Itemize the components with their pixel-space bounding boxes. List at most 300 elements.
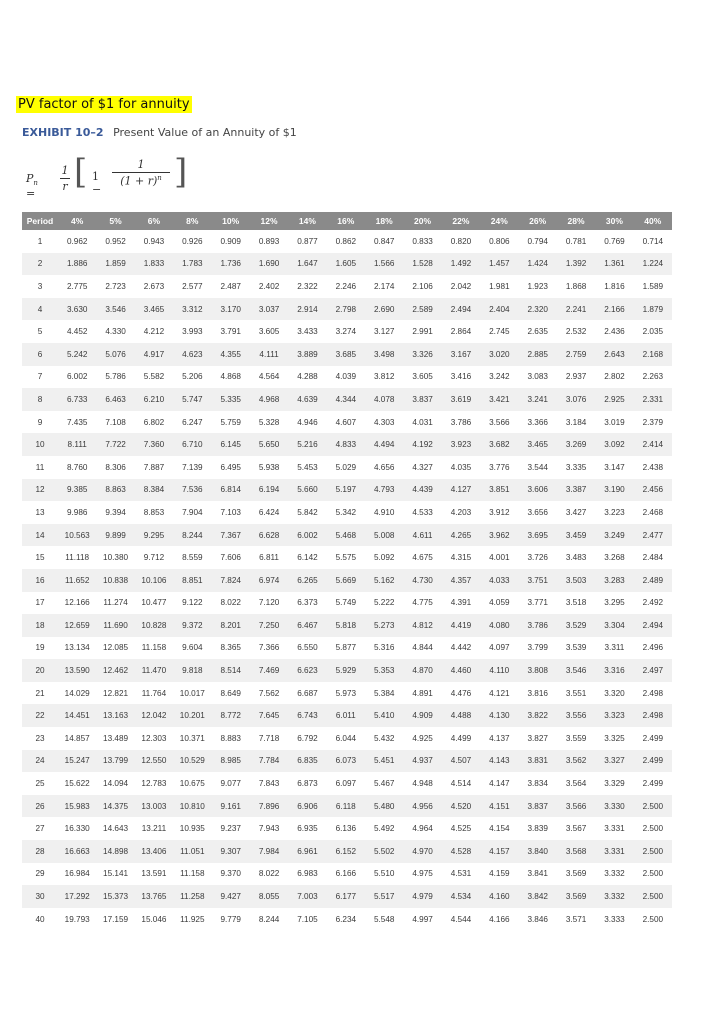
factor-cell: 15.247 bbox=[58, 750, 96, 773]
factor-cell: 3.433 bbox=[297, 327, 318, 337]
factor-cell: 16.663 bbox=[58, 840, 96, 863]
factor-cell: 0.769 bbox=[604, 236, 625, 246]
factor-cell: 3.808 bbox=[519, 659, 557, 682]
factor-cell: 3.326 bbox=[403, 343, 441, 366]
factor-cell: 2.496 bbox=[642, 643, 664, 653]
factor-cell: 3.190 bbox=[595, 479, 633, 502]
factor-cell: 3.559 bbox=[565, 733, 587, 743]
factor-cell: 2.042 bbox=[450, 281, 472, 291]
factor-cell: 3.019 bbox=[604, 417, 625, 427]
factor-cell: 2.456 bbox=[634, 479, 672, 502]
formula-left-bracket: [ bbox=[74, 152, 88, 192]
factor-cell: 13.590 bbox=[58, 659, 96, 682]
factor-cell: 10.838 bbox=[96, 569, 134, 592]
factor-cell: 1.361 bbox=[595, 253, 633, 276]
period-cell: 1 bbox=[37, 236, 43, 246]
factor-cell: 4.656 bbox=[373, 462, 395, 472]
factor-cell: 2.498 bbox=[634, 704, 672, 727]
factor-cell: 6.044 bbox=[335, 733, 357, 743]
factor-cell: 5.582 bbox=[143, 372, 165, 382]
factor-cell: 4.442 bbox=[450, 643, 472, 653]
factor-cell: 0.714 bbox=[642, 236, 664, 246]
factor-cell: 2.404 bbox=[480, 298, 518, 321]
factor-cell: 6.710 bbox=[173, 433, 211, 456]
factor-cell: 3.268 bbox=[604, 553, 625, 563]
factor-cell: 8.306 bbox=[105, 462, 126, 472]
factor-cell: 6.136 bbox=[335, 824, 357, 834]
factor-cell: 4.812 bbox=[403, 614, 441, 637]
formula-minus: 1 − bbox=[92, 170, 102, 196]
factor-cell: 7.896 bbox=[250, 795, 288, 818]
factor-cell: 4.080 bbox=[480, 614, 518, 637]
factor-cell: 3.083 bbox=[527, 372, 548, 382]
column-header-rate: 18% bbox=[365, 212, 403, 230]
factor-cell: 5.384 bbox=[373, 688, 395, 698]
factor-cell: 2.577 bbox=[182, 281, 203, 291]
factor-cell: 4.033 bbox=[480, 569, 518, 592]
factor-cell: 9.161 bbox=[212, 795, 250, 818]
factor-cell: 4.127 bbox=[442, 479, 480, 502]
factor-cell: 2.499 bbox=[642, 779, 664, 789]
factor-cell: 2.532 bbox=[565, 327, 587, 337]
factor-cell: 7.360 bbox=[135, 433, 173, 456]
column-header-rate: 6% bbox=[135, 212, 173, 230]
table-row bbox=[22, 569, 672, 592]
factor-cell: 3.837 bbox=[519, 795, 557, 818]
factor-cell: 4.917 bbox=[135, 343, 173, 366]
factor-cell: 3.569 bbox=[557, 885, 595, 908]
factor-cell: 7.984 bbox=[250, 840, 288, 863]
factor-cell: 3.020 bbox=[480, 343, 518, 366]
column-header-rate: 8% bbox=[173, 212, 211, 230]
factor-cell: 3.311 bbox=[604, 643, 625, 653]
factor-cell: 14.094 bbox=[103, 779, 129, 789]
factor-cell: 3.568 bbox=[557, 840, 595, 863]
factor-cell: 2.487 bbox=[220, 281, 241, 291]
factor-cell: 7.469 bbox=[250, 659, 288, 682]
factor-cell: 4.639 bbox=[288, 388, 326, 411]
factor-cell: 3.325 bbox=[604, 733, 625, 743]
factor-cell: 3.127 bbox=[373, 327, 395, 337]
factor-cell: 3.851 bbox=[480, 479, 518, 502]
factor-cell: 6.835 bbox=[288, 750, 326, 773]
factor-cell: 9.122 bbox=[182, 598, 203, 608]
factor-cell: 6.177 bbox=[327, 885, 365, 908]
factor-cell: 3.539 bbox=[565, 643, 587, 653]
period-cell: 24 bbox=[22, 750, 58, 773]
factor-cell: 4.494 bbox=[365, 433, 403, 456]
factor-cell: 6.495 bbox=[220, 462, 241, 472]
period-cell: 27 bbox=[35, 824, 45, 834]
factor-cell: 4.357 bbox=[442, 569, 480, 592]
factor-cell: 0.943 bbox=[143, 236, 165, 246]
factor-cell: 2.436 bbox=[604, 327, 625, 337]
factor-cell: 17.159 bbox=[103, 914, 129, 924]
factor-cell: 4.870 bbox=[403, 659, 441, 682]
table-row bbox=[22, 433, 672, 456]
factor-cell: 3.242 bbox=[489, 372, 510, 382]
factor-cell: 2.723 bbox=[105, 281, 126, 291]
table-row bbox=[22, 637, 672, 660]
document-title: PV factor of $1 for annuity bbox=[18, 97, 190, 112]
factor-cell: 3.619 bbox=[442, 388, 480, 411]
factor-cell: 5.818 bbox=[327, 614, 365, 637]
table-row bbox=[22, 863, 672, 886]
factor-cell: 4.143 bbox=[480, 750, 518, 773]
factor-cell: 6.463 bbox=[96, 388, 134, 411]
factor-cell: 3.822 bbox=[519, 704, 557, 727]
factor-cell: 4.203 bbox=[450, 507, 472, 517]
factor-cell: 8.772 bbox=[212, 704, 250, 727]
period-cell: 6 bbox=[22, 343, 58, 366]
factor-cell: 1.647 bbox=[288, 253, 326, 276]
table-row bbox=[22, 366, 672, 389]
factor-cell: 5.467 bbox=[373, 779, 395, 789]
column-header-rate: 26% bbox=[519, 212, 557, 230]
factor-cell: 2.500 bbox=[634, 840, 672, 863]
factor-cell: 8.863 bbox=[96, 479, 134, 502]
factor-cell: 8.760 bbox=[66, 462, 88, 472]
factor-cell: 9.372 bbox=[173, 614, 211, 637]
table-row bbox=[22, 727, 672, 750]
factor-cell: 3.564 bbox=[565, 779, 587, 789]
factor-cell: 11.051 bbox=[173, 840, 211, 863]
factor-cell: 3.503 bbox=[557, 569, 595, 592]
factor-cell: 2.499 bbox=[634, 750, 672, 773]
factor-cell: 3.827 bbox=[527, 733, 548, 743]
factor-cell: 1.424 bbox=[519, 253, 557, 276]
formula-lhs: $P_n$ = bbox=[26, 172, 38, 201]
factor-cell: 8.244 bbox=[258, 914, 280, 924]
factor-cell: 3.569 bbox=[565, 869, 587, 879]
factor-cell: 4.775 bbox=[412, 598, 433, 608]
factor-cell: 5.316 bbox=[373, 643, 395, 653]
factor-cell: 3.274 bbox=[335, 327, 357, 337]
table-row bbox=[22, 659, 672, 682]
factor-cell: 4.975 bbox=[412, 869, 433, 879]
formula-right-bracket: ] bbox=[174, 152, 188, 192]
column-header-rate: 12% bbox=[250, 212, 288, 230]
factor-cell: 10.675 bbox=[179, 779, 205, 789]
factor-cell: 6.142 bbox=[297, 553, 318, 563]
factor-cell: 13.591 bbox=[141, 869, 167, 879]
factor-cell: 2.673 bbox=[143, 281, 165, 291]
factor-cell: 3.465 bbox=[519, 433, 557, 456]
factor-cell: 3.606 bbox=[519, 479, 557, 502]
factor-cell: 5.759 bbox=[220, 417, 241, 427]
factor-cell: 3.551 bbox=[565, 688, 587, 698]
factor-cell: 3.304 bbox=[595, 614, 633, 637]
factor-cell: 2.500 bbox=[634, 795, 672, 818]
factor-cell: 7.645 bbox=[250, 704, 288, 727]
factor-cell: 1.690 bbox=[250, 253, 288, 276]
factor-cell: 12.462 bbox=[96, 659, 134, 682]
factor-cell: 3.751 bbox=[519, 569, 557, 592]
factor-cell: 3.147 bbox=[604, 462, 625, 472]
factor-cell: 7.943 bbox=[258, 824, 280, 834]
factor-cell: 4.110 bbox=[480, 659, 518, 682]
factor-cell: 2.498 bbox=[642, 688, 664, 698]
factor-cell: 4.970 bbox=[403, 840, 441, 863]
factor-cell: 4.564 bbox=[258, 372, 280, 382]
factor-cell: 12.042 bbox=[135, 704, 173, 727]
factor-cell: 4.909 bbox=[403, 704, 441, 727]
factor-cell: 1.392 bbox=[557, 253, 595, 276]
factor-cell: 4.833 bbox=[327, 433, 365, 456]
factor-cell: 4.344 bbox=[327, 388, 365, 411]
factor-cell: 2.499 bbox=[642, 733, 664, 743]
factor-cell: 3.831 bbox=[519, 750, 557, 773]
factor-cell: 6.194 bbox=[250, 479, 288, 502]
period-cell: 25 bbox=[35, 779, 45, 789]
factor-cell: 6.906 bbox=[288, 795, 326, 818]
factor-cell: 10.017 bbox=[179, 688, 205, 698]
factor-cell: 4.288 bbox=[297, 372, 318, 382]
factor-cell: 5.342 bbox=[335, 507, 357, 517]
factor-cell: 4.035 bbox=[450, 462, 472, 472]
column-header-rate: 24% bbox=[480, 212, 518, 230]
period-cell: 14 bbox=[22, 524, 58, 547]
factor-cell: 2.759 bbox=[557, 343, 595, 366]
period-cell: 29 bbox=[35, 869, 45, 879]
factor-cell: 5.242 bbox=[58, 343, 96, 366]
factor-cell: 6.247 bbox=[182, 417, 203, 427]
factor-cell: 10.477 bbox=[141, 598, 167, 608]
factor-cell: 2.885 bbox=[519, 343, 557, 366]
factor-cell: 5.548 bbox=[373, 914, 395, 924]
table-row bbox=[22, 501, 672, 524]
factor-cell: 5.575 bbox=[335, 553, 357, 563]
factor-cell: 8.559 bbox=[182, 553, 203, 563]
factor-cell: 10.810 bbox=[173, 795, 211, 818]
factor-cell: 9.295 bbox=[135, 524, 173, 547]
factor-cell: 4.499 bbox=[450, 733, 472, 743]
table-row bbox=[22, 750, 672, 773]
factor-cell: 3.840 bbox=[519, 840, 557, 863]
factor-cell: 0.847 bbox=[373, 236, 395, 246]
factor-cell: 4.111 bbox=[250, 343, 288, 366]
factor-cell: 4.039 bbox=[335, 372, 357, 382]
factor-cell: 8.022 bbox=[258, 869, 280, 879]
factor-cell: 5.335 bbox=[212, 388, 250, 411]
factor-cell: 13.134 bbox=[64, 643, 90, 653]
table-row bbox=[22, 275, 672, 298]
factor-cell: 8.244 bbox=[173, 524, 211, 547]
factor-cell: 2.635 bbox=[527, 327, 548, 337]
factor-cell: 11.118 bbox=[65, 553, 90, 563]
factor-cell: 5.938 bbox=[258, 462, 280, 472]
factor-cell: 5.517 bbox=[365, 885, 403, 908]
factor-cell: 5.660 bbox=[288, 479, 326, 502]
factor-cell: 2.492 bbox=[642, 598, 664, 608]
factor-cell: 3.331 bbox=[604, 824, 625, 834]
period-cell: 19 bbox=[35, 643, 45, 653]
factor-cell: 6.166 bbox=[335, 869, 357, 879]
factor-cell: 3.241 bbox=[519, 388, 557, 411]
factor-cell: 3.459 bbox=[557, 524, 595, 547]
factor-cell: 3.812 bbox=[373, 372, 395, 382]
factor-cell: 4.031 bbox=[412, 417, 433, 427]
period-cell: 7 bbox=[37, 372, 43, 382]
factor-cell: 9.779 bbox=[220, 914, 241, 924]
factor-cell: 7.435 bbox=[66, 417, 88, 427]
factor-cell: 3.327 bbox=[595, 750, 633, 773]
factor-cell: 10.529 bbox=[173, 750, 211, 773]
period-cell: 9 bbox=[37, 417, 43, 427]
factor-cell: 2.035 bbox=[642, 327, 664, 337]
factor-cell: 2.477 bbox=[634, 524, 672, 547]
column-header-rate: 40% bbox=[634, 212, 672, 230]
factor-cell: 3.283 bbox=[595, 569, 633, 592]
factor-cell: 4.391 bbox=[450, 598, 472, 608]
exhibit-title: Present Value of an Annuity of $1 bbox=[113, 126, 297, 139]
factor-cell: 3.799 bbox=[527, 643, 548, 653]
factor-cell: 3.170 bbox=[212, 298, 250, 321]
factor-cell: 15.141 bbox=[103, 869, 129, 879]
factor-cell: 6.792 bbox=[297, 733, 318, 743]
factor-cell: 9.307 bbox=[212, 840, 250, 863]
factor-cell: 12.085 bbox=[103, 643, 129, 653]
factor-cell: 5.222 bbox=[373, 598, 395, 608]
factor-cell: 3.316 bbox=[595, 659, 633, 682]
factor-cell: 2.914 bbox=[288, 298, 326, 321]
factor-cell: 13.211 bbox=[141, 824, 167, 834]
factor-cell: 12.303 bbox=[141, 733, 167, 743]
factor-cell: 8.514 bbox=[212, 659, 250, 682]
factor-cell: 5.842 bbox=[297, 507, 318, 517]
factor-cell: 3.323 bbox=[595, 704, 633, 727]
factor-cell: 4.544 bbox=[450, 914, 472, 924]
factor-cell: 2.500 bbox=[642, 869, 664, 879]
factor-cell: 4.675 bbox=[412, 553, 433, 563]
table-row bbox=[22, 524, 672, 547]
factor-cell: 6.073 bbox=[327, 750, 365, 773]
factor-cell: 11.158 bbox=[180, 869, 205, 879]
factor-cell: 3.333 bbox=[604, 914, 625, 924]
factor-cell: 6.961 bbox=[288, 840, 326, 863]
factor-cell: 4.956 bbox=[403, 795, 441, 818]
factor-cell: 3.332 bbox=[595, 885, 633, 908]
factor-cell: 12.783 bbox=[141, 779, 167, 789]
factor-cell: 13.163 bbox=[96, 704, 134, 727]
column-header-rate: 28% bbox=[557, 212, 595, 230]
factor-cell: 2.166 bbox=[595, 298, 633, 321]
table-row bbox=[22, 840, 672, 863]
factor-cell: 6.265 bbox=[288, 569, 326, 592]
factor-cell: 7.367 bbox=[212, 524, 250, 547]
table-body bbox=[22, 230, 672, 930]
factor-cell: 3.330 bbox=[595, 795, 633, 818]
factor-cell: 3.427 bbox=[565, 507, 587, 517]
factor-cell: 4.059 bbox=[489, 598, 510, 608]
factor-cell: 3.912 bbox=[489, 507, 510, 517]
factor-cell: 7.366 bbox=[258, 643, 280, 653]
factor-cell: 4.476 bbox=[450, 688, 472, 698]
factor-cell: 8.201 bbox=[212, 614, 250, 637]
factor-cell: 15.983 bbox=[58, 795, 96, 818]
factor-cell: 4.166 bbox=[489, 914, 510, 924]
factor-cell: 4.452 bbox=[66, 327, 88, 337]
factor-cell: 13.489 bbox=[103, 733, 129, 743]
factor-cell: 4.910 bbox=[373, 507, 395, 517]
factor-cell: 5.669 bbox=[327, 569, 365, 592]
factor-cell: 13.765 bbox=[135, 885, 173, 908]
factor-cell: 5.410 bbox=[365, 704, 403, 727]
factor-cell: 15.622 bbox=[64, 779, 90, 789]
table-row bbox=[22, 772, 672, 795]
factor-cell: 3.498 bbox=[365, 343, 403, 366]
period-cell: 16 bbox=[22, 569, 58, 592]
factor-cell: 8.851 bbox=[173, 569, 211, 592]
factor-cell: 4.419 bbox=[442, 614, 480, 637]
factor-cell: 9.237 bbox=[220, 824, 241, 834]
factor-cell: 3.518 bbox=[565, 598, 587, 608]
factor-cell: 3.786 bbox=[450, 417, 472, 427]
factor-cell: 5.029 bbox=[335, 462, 357, 472]
factor-cell: 8.111 bbox=[58, 433, 96, 456]
period-cell: 12 bbox=[22, 479, 58, 502]
factor-cell: 6.974 bbox=[250, 569, 288, 592]
factor-cell: 9.986 bbox=[66, 507, 88, 517]
factor-cell: 4.525 bbox=[450, 824, 472, 834]
factor-cell: 3.483 bbox=[565, 553, 587, 563]
factor-cell: 2.643 bbox=[595, 343, 633, 366]
table-row bbox=[22, 230, 672, 253]
factor-cell: 6.152 bbox=[327, 840, 365, 863]
factor-cell: 6.002 bbox=[288, 524, 326, 547]
factor-cell: 14.898 bbox=[96, 840, 134, 863]
factor-cell: 2.168 bbox=[634, 343, 672, 366]
factor-cell: 4.514 bbox=[450, 779, 472, 789]
column-header-rate: 16% bbox=[327, 212, 365, 230]
factor-cell: 3.791 bbox=[220, 327, 241, 337]
factor-cell: 6.628 bbox=[250, 524, 288, 547]
period-cell: 21 bbox=[35, 688, 45, 698]
period-cell: 18 bbox=[22, 614, 58, 637]
factor-cell: 12.166 bbox=[64, 598, 90, 608]
factor-cell: 14.375 bbox=[96, 795, 134, 818]
factor-cell: 3.837 bbox=[403, 388, 441, 411]
factor-cell: 3.776 bbox=[489, 462, 510, 472]
factor-cell: 2.468 bbox=[642, 507, 664, 517]
period-cell: 11 bbox=[35, 462, 45, 472]
factor-cell: 2.589 bbox=[403, 298, 441, 321]
factor-cell: 0.962 bbox=[66, 236, 88, 246]
factor-cell: 6.802 bbox=[143, 417, 165, 427]
factor-cell: 3.962 bbox=[480, 524, 518, 547]
factor-cell: 4.212 bbox=[143, 327, 165, 337]
factor-cell: 4.265 bbox=[442, 524, 480, 547]
factor-cell: 0.794 bbox=[527, 236, 548, 246]
factor-cell: 5.468 bbox=[327, 524, 365, 547]
factor-cell: 8.883 bbox=[220, 733, 241, 743]
factor-cell: 3.269 bbox=[557, 433, 595, 456]
factor-cell: 3.544 bbox=[527, 462, 548, 472]
factor-cell: 6.234 bbox=[335, 914, 357, 924]
factor-cell: 4.528 bbox=[442, 840, 480, 863]
period-cell: 8 bbox=[22, 388, 58, 411]
factor-cell: 4.607 bbox=[335, 417, 357, 427]
column-header-period: Period bbox=[22, 212, 58, 230]
factor-cell: 2.500 bbox=[642, 914, 664, 924]
factor-cell: 3.556 bbox=[557, 704, 595, 727]
factor-cell: 15.373 bbox=[96, 885, 134, 908]
factor-cell: 2.745 bbox=[489, 327, 510, 337]
factor-cell: 11.470 bbox=[135, 659, 173, 682]
factor-cell: 12.821 bbox=[103, 688, 129, 698]
table-row bbox=[22, 479, 672, 502]
factor-cell: 1.868 bbox=[565, 281, 587, 291]
